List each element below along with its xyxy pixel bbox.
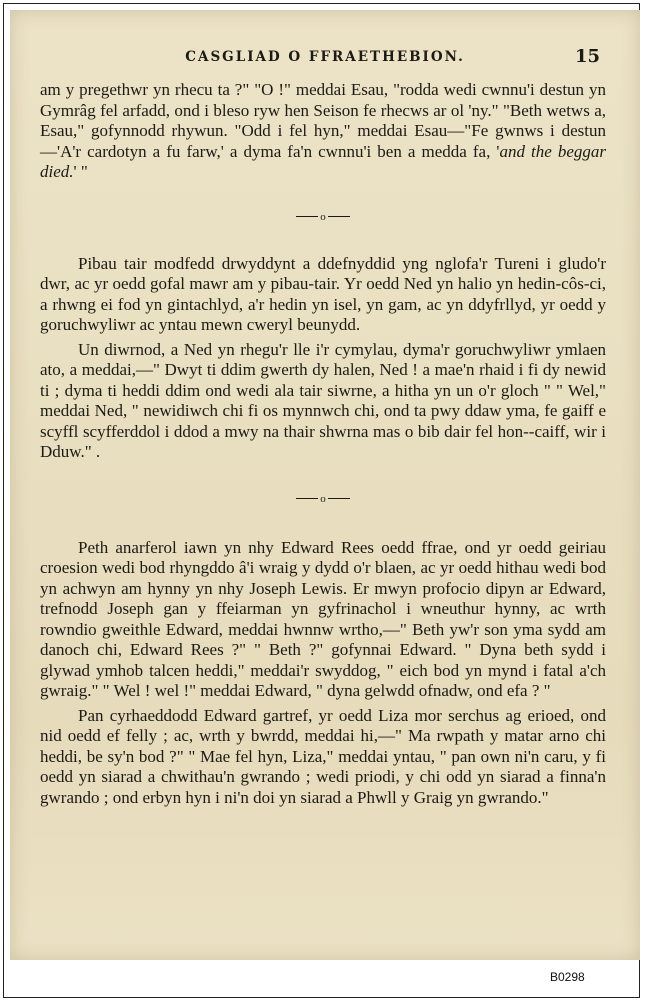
book-page — [10, 10, 640, 960]
anecdote-ned-p1: Pibau tair modfedd drwyddynt a ddefnyddid yng nglofa'r Tureni i gludo'r dwr, ac yr oedd gofal mawr am y pibau-tair. Yr oedd Ned yn halio yn hedin-côs-ci, a rhwng ei fod yn gintachlyd, a'r hedin yn isel, yn gam, ac yn ddyfrllyd, yr oedd y goruchwyliwr ac yntau mewn cweryl beunydd. — [40, 253, 606, 334]
page-number: 15 — [574, 46, 600, 67]
anecdote-esau-lead: am y pregethwr yn rhecu ta ?" "O !" meddai Esau, "rodda wedi cwnnu'i destun yn Gymrâg fel arfadd, ond i bleso ryw hen Seison fe rhecws ar ol 'ny." "Beth wetws a, Esau," gofynnodd rhywun. "Odd i fel hyn," meddai Esau—"Fe gwnws i destun—'A'r cardotyn a fu farw,' a dyma fa'n cwnnu'i ben a medda fa, ' — [40, 80, 606, 161]
anecdote-edward-p2: Pan cyrhaeddodd Edward gartref, yr oedd Liza mor serchus ag erioed, ond nid oedd ef felly ; ac, wrth y bwrdd, meddai hi,—" Ma rwpath y matar arno chi heddi, be sy'n bod ?" " Mae fel hyn, Liza," meddai yntau, " pan own ni'n caru, y fi oedd yn siarad a chwithau'n gwrando ; wedi priodi, y chi odd yn siarad a finna'n gwrando ; ond erbyn hyn i ni'n doi yn siarad a Phwll y Graig yn gwrando." — [40, 705, 606, 807]
anecdote-ned-p2: Un diwrnod, a Ned yn rhegu'r lle i'r cymylau, dyma'r goruchwyliwr ymlaen ato, a meddai,—" Dwyt ti ddim gwerth dy halen, Ned ! a mae'n rhaid i fi dy newid ti ; dyma ti heddi ddim ond wedi ala tair siwrne, a hitha yn un o'r gloch " " Wel," meddai Ned, " newidiwch chi fi os mynnwch chi, ond ta pwy ddaw yma, fe gaiff e scyffl scyfferddol i ddod a mwy na thair shwrna mas o bib dair fel hon--caiff, wir i Dduw." . — [40, 339, 606, 461]
reference-code: B0298 — [550, 970, 585, 984]
anecdote-edward-p1: Peth anarferol iawn yn nhy Edward Rees oedd ffrae, ond yr oedd geiriau croesion wedi bod rhyngddo â'i wraig y dydd o'r blaen, ac yr oedd hithau wedi bod yn achwyn am hynny yn nhy Joseph Lewis. Er mwyn profocio dipyn ar Edward, trefnodd Joseph gan y ffeiarman yn gyfrinachol i wneuthur hynny, ac wrth rowndio gweithle Edward, meddai hwnnw wrtho,—" Beth yw'r son yma sydd am danoch chi, Edward Rees ?" " Beth ?" gofynnai Edward. " Dyna beth sydd i glywad ymhob talcen heddi," meddai'r swyddog, " eich bod yn mynd i fatal a'ch gwraig." " Wel ! wel !" meddai Edward, " dyna gelwdd ofnadw, ond efa ? " — [40, 537, 606, 700]
anecdote-esau-quote: and the beggar died. — [40, 141, 606, 181]
anecdote-esau-tail: ' " — [73, 162, 88, 181]
page-header — [10, 46, 640, 70]
section-divider-1 — [40, 207, 606, 227]
image-frame — [3, 3, 640, 998]
page-body — [40, 80, 606, 808]
section-divider-2 — [40, 489, 606, 509]
divider-mark: o — [320, 492, 326, 505]
anecdote-esau — [40, 80, 606, 183]
running-title: CASGLIAD O FFRAETHEBION. — [185, 49, 465, 65]
divider-mark: o — [320, 210, 326, 223]
